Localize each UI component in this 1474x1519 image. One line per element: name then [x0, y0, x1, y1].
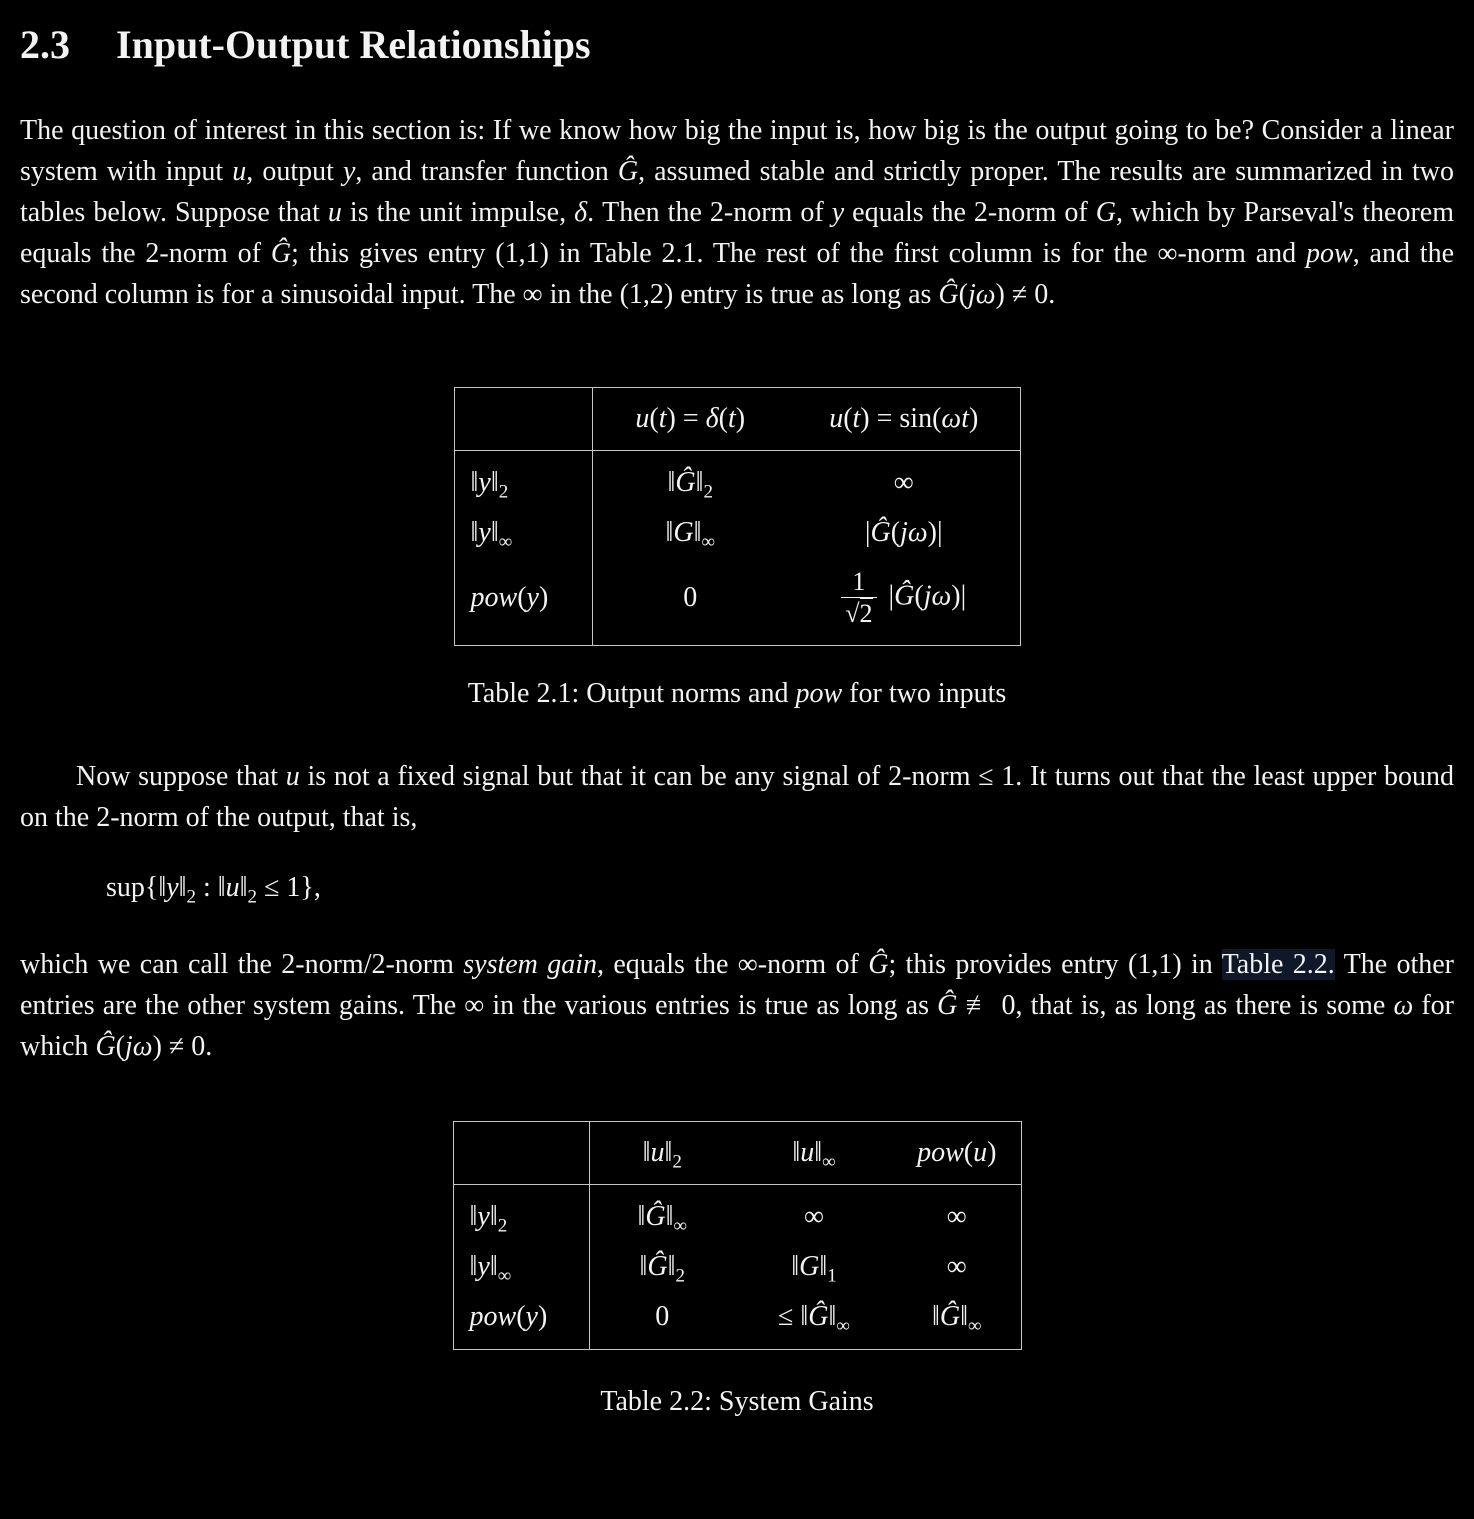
table-2-1-corner-cell	[454, 388, 592, 451]
table-2-1-header-impulse: u(t) = δ(t)	[592, 388, 788, 451]
table-cell: $‖Ĝ‖_\infty$	[637, 1200, 688, 1237]
table-cell: ≤ $‖Ĝ‖_\infty$	[778, 1300, 850, 1337]
table-2-2-header-uinf: $‖u‖_\infty$	[735, 1121, 893, 1184]
fraction	[841, 567, 876, 629]
table-row	[454, 508, 1020, 558]
section-number: 2.3	[20, 22, 70, 67]
table-2-1	[454, 387, 1021, 646]
table-cell-fraction	[788, 558, 1020, 645]
table-2-2-caption: Table 2.2: System Gains	[600, 1385, 874, 1417]
table-cell: ∞	[893, 467, 914, 498]
paragraph-suppose: Now suppose that u is not a fixed signal but that it can be any signal of 2-norm ≤ 1. It turns out that the least upper bound on the 2-norm of the output, that is,	[20, 760, 1454, 833]
table-2-1-container	[20, 387, 1454, 646]
sup-norm-formula: $sup\{‖y‖_2$ : $‖u‖_2 \le 1$},	[106, 871, 321, 908]
table-2-1-caption: Table 2.1: Output norms and pow for two inputs	[467, 677, 1007, 709]
table-2-1-header-sinusoid: u(t) = sin(ωt)	[788, 388, 1020, 451]
table-2-2-rowlabel-yinf: $‖y‖_\infty$	[453, 1242, 589, 1292]
table-cell: |Ĝ(jω)|	[864, 517, 943, 548]
table-cell: $‖G‖_1$	[791, 1250, 837, 1287]
table-cell: $‖Ĝ‖_\infty$	[931, 1300, 982, 1337]
table-cell: $‖Ĝ‖_2$	[667, 467, 713, 503]
fraction-denominator: √2	[841, 597, 876, 629]
fraction-numerator: 1	[852, 567, 866, 596]
table-row	[454, 451, 1020, 509]
section-title: Input-Output Relationships	[116, 22, 591, 67]
table-cell: ∞	[946, 1250, 967, 1282]
table-row	[453, 1184, 1021, 1242]
table-2-2	[453, 1121, 1022, 1350]
table-cell: $‖G‖_\infty$	[665, 517, 716, 553]
table-2-1-rowlabel-yinf: $‖y‖_\infty$	[454, 508, 592, 558]
paragraph-intro: The question of interest in this section is: If we know how big the input is, how big is the output going to be? Consider a linear system with input u, output y, and transfer function Ĝ, assumed stable and strictly proper. The results are summarized in two tables below. Suppose that u is the unit impulse, δ. Then the 2-norm of y equals the 2-norm of G, which by Parseval's theorem equals the 2-norm of Ĝ; this gives entry (1,1) in Table 2.1. The rest of the first column is for the ∞-norm and pow, and the second column is for a sinusoidal input. The ∞ in the (1,2) entry is true as long as Ĝ(jω) ≠ 0.	[20, 115, 1455, 310]
table-cell: ∞	[804, 1200, 824, 1232]
table-2-2-header-powu: pow(u)	[893, 1121, 1021, 1184]
fraction-trailing-term: |Ĝ(jω)|	[888, 580, 967, 612]
table-2-2-corner-cell	[453, 1121, 589, 1184]
table-cell: 0	[655, 1300, 670, 1332]
table-2-2-rowlabel-y2: $‖y‖_2$	[453, 1184, 589, 1242]
table-row	[453, 1292, 1021, 1350]
table-row	[453, 1242, 1021, 1292]
table-cell: 0	[683, 581, 698, 613]
table-2-2-reference-highlight[interactable]: Table 2.2.	[1221, 948, 1335, 980]
table-2-2-header-row	[453, 1121, 1021, 1184]
table-2-2-rowlabel-pow: pow(y)	[453, 1292, 589, 1350]
table-cell: $‖Ĝ‖_2$	[639, 1250, 685, 1287]
table-2-2-header-u2: $‖u‖_2$	[589, 1121, 735, 1184]
table-2-1-rowlabel-y2: $‖y‖_2$	[454, 451, 592, 509]
paragraph-system-gain: which we can call the 2-norm/2-norm system gain, equals the ∞-norm of Ĝ; this provides entry (1,1) in Table 2.2. The other entries are the other system gains. The ∞ in the various entries is true as long as Ĝ ≢ 0, that is, as long as there is some ω for which Ĝ(jω) ≠ 0.	[20, 948, 1455, 1062]
table-row	[454, 558, 1020, 645]
table-cell: ∞	[946, 1200, 967, 1232]
table-2-2-container	[20, 1121, 1454, 1350]
section-heading	[20, 22, 1454, 68]
table-2-1-rowlabel-pow: pow(y)	[454, 558, 592, 645]
table-2-1-header-row	[454, 388, 1020, 451]
